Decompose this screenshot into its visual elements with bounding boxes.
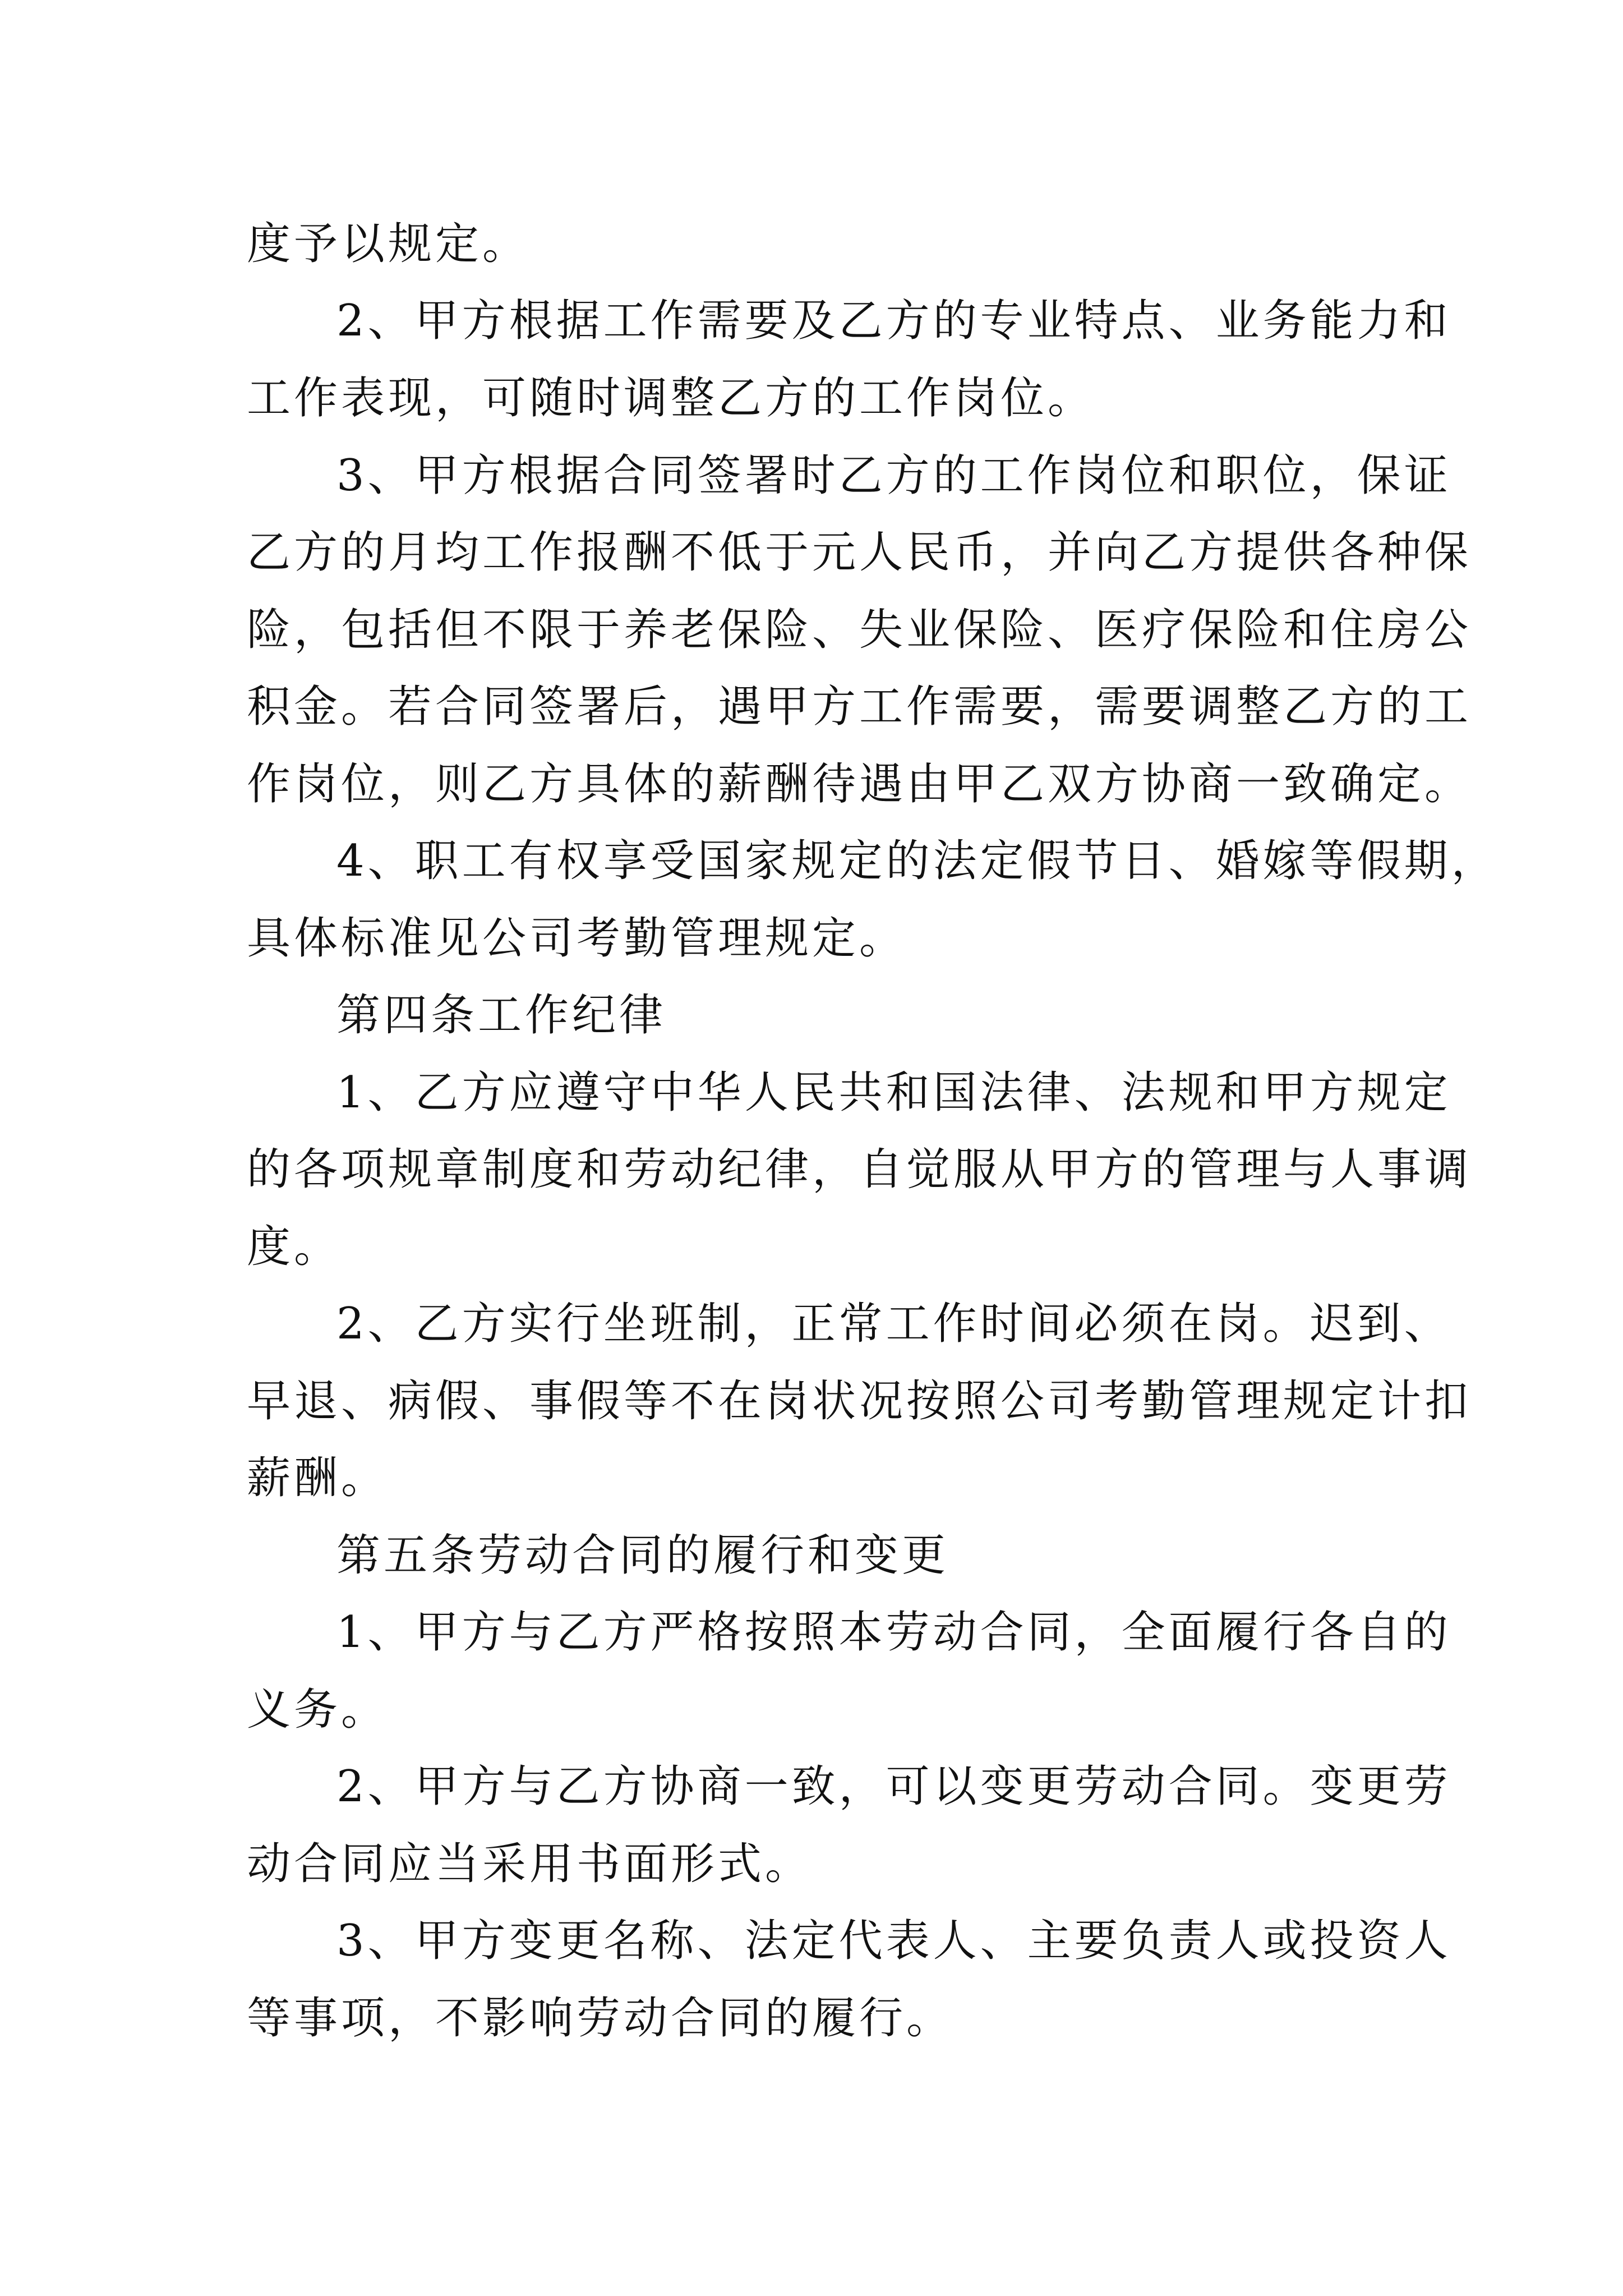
text-line: 2、乙方实行坐班制，正常工作时间必须在岗。迟到、 (336, 1299, 1451, 1349)
text-line: 度。 (247, 1222, 342, 1272)
text-line: 3、甲方变更名称、法定代表人、主要负责人或投资人 (336, 1916, 1451, 1966)
text-line: 2、甲方与乙方协商一致，可以变更劳动合同。变更劳 (336, 1761, 1451, 1812)
text-line: 3、甲方根据合同签署时乙方的工作岗位和职位，保证 (336, 450, 1451, 501)
section-heading: 第四条工作纪律 (336, 990, 667, 1041)
text-line: 险，包括但不限于养老保险、失业保险、医疗保险和住房公 (247, 605, 1472, 655)
text-line: 2、甲方根据工作需要及乙方的专业特点、业务能力和 (336, 296, 1451, 346)
text-line: 1、甲方与乙方严格按照本劳动合同，全面履行各自的 (336, 1607, 1451, 1658)
text-line: 4、职工有权享受国家规定的法定假节日、婚嫁等假期， (336, 836, 1498, 886)
text-line: 等事项，不影响劳动合同的履行。 (247, 1993, 954, 2044)
text-line: 工作表现，可随时调整乙方的工作岗位。 (247, 373, 1095, 424)
text-line: 早退、病假、事假等不在岗状况按照公司考勤管理规定计扣 (247, 1376, 1472, 1427)
text-line: 具体标准见公司考勤管理规定。 (247, 913, 907, 964)
text-line: 积金。若合同签署后，遇甲方工作需要，需要调整乙方的工 (247, 682, 1472, 732)
section-heading: 第五条劳动合同的履行和变更 (336, 1530, 949, 1581)
text-line: 义务。 (247, 1685, 389, 1735)
text-line: 度予以规定。 (247, 219, 530, 269)
text-line: 薪酬。 (247, 1453, 389, 1503)
text-line: 的各项规章制度和劳动纪律，自觉服从甲方的管理与人事调 (247, 1144, 1472, 1195)
text-line: 1、乙方应遵守中华人民共和国法律、法规和甲方规定 (336, 1068, 1451, 1118)
text-line: 动合同应当采用书面形式。 (247, 1839, 813, 1889)
text-line: 作岗位，则乙方具体的薪酬待遇由甲乙双方协商一致确定。 (247, 759, 1472, 809)
text-line: 乙方的月均工作报酬不低于元人民币，并向乙方提供各种保 (247, 527, 1472, 578)
